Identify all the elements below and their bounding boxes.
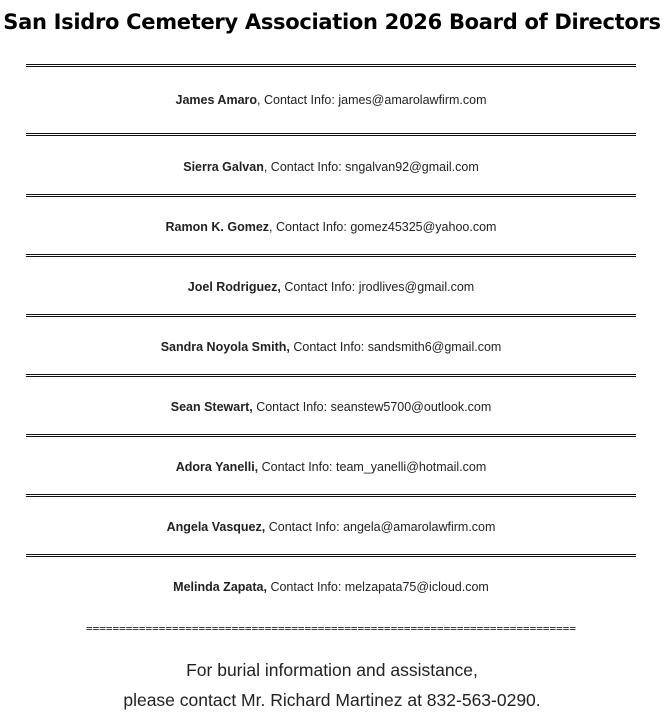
contact-label: Contact Info: bbox=[256, 400, 331, 414]
member-email: team_yanelli@hotmail.com bbox=[336, 460, 487, 474]
member-row bbox=[26, 67, 636, 133]
member-separator: , bbox=[269, 220, 276, 234]
member-row bbox=[26, 437, 636, 494]
contact-label: Contact Info: bbox=[270, 580, 345, 594]
member-row bbox=[26, 257, 636, 314]
member-name: Ramon K. Gomez bbox=[165, 220, 270, 234]
contact-label: Contact Info: bbox=[268, 520, 344, 534]
member-email: jrodlives@gmail.com bbox=[358, 280, 475, 294]
contact-label: Contact Info: bbox=[284, 280, 359, 294]
member-name: Sierra Galvan bbox=[183, 160, 264, 174]
member-separator: , bbox=[263, 160, 271, 174]
contact-label: Contact Info: bbox=[263, 93, 339, 107]
equals-separator-line: ========================================================================== bbox=[85, 622, 577, 635]
board-member-list bbox=[26, 64, 636, 614]
member-name: Adora Yanelli, bbox=[175, 460, 259, 474]
member-row bbox=[26, 377, 636, 434]
contact-label: Contact Info: bbox=[275, 220, 351, 234]
member-email: seanstew5700@outlook.com bbox=[330, 400, 492, 414]
member-row bbox=[26, 497, 636, 554]
member-separator: , bbox=[257, 93, 264, 107]
member-name: James Amaro bbox=[175, 93, 258, 107]
member-name: Sean Stewart, bbox=[170, 400, 253, 414]
member-email: angela@amarolawfirm.com bbox=[343, 520, 496, 534]
page-title: San Isidro Cemetery Association 2026 Board of Directors bbox=[3, 10, 661, 34]
member-email: james@amarolawfirm.com bbox=[338, 93, 487, 107]
member-email: melzapata75@icloud.com bbox=[344, 580, 489, 594]
footer-note-line-2: please contact Mr. Richard Martinez at 832-563-0290. bbox=[123, 690, 541, 710]
member-row bbox=[26, 136, 636, 194]
member-row bbox=[26, 197, 636, 254]
contact-label: Contact Info: bbox=[270, 160, 346, 174]
member-email: gomez45325@yahoo.com bbox=[350, 220, 497, 234]
footer-note-line-1: For burial information and assistance, bbox=[186, 660, 478, 680]
contact-label: Contact Info: bbox=[261, 460, 337, 474]
member-row bbox=[26, 557, 636, 614]
member-name: Sandra Noyola Smith, bbox=[160, 340, 290, 354]
member-name: Melinda Zapata, bbox=[173, 580, 267, 594]
member-name: Angela Vasquez, bbox=[166, 520, 266, 534]
member-email: sandsmith6@gmail.com bbox=[367, 340, 502, 354]
member-name: Joel Rodriguez, bbox=[187, 280, 281, 294]
contact-label: Contact Info: bbox=[293, 340, 368, 354]
member-row bbox=[26, 317, 636, 374]
member-email: sngalvan92@gmail.com bbox=[345, 160, 479, 174]
